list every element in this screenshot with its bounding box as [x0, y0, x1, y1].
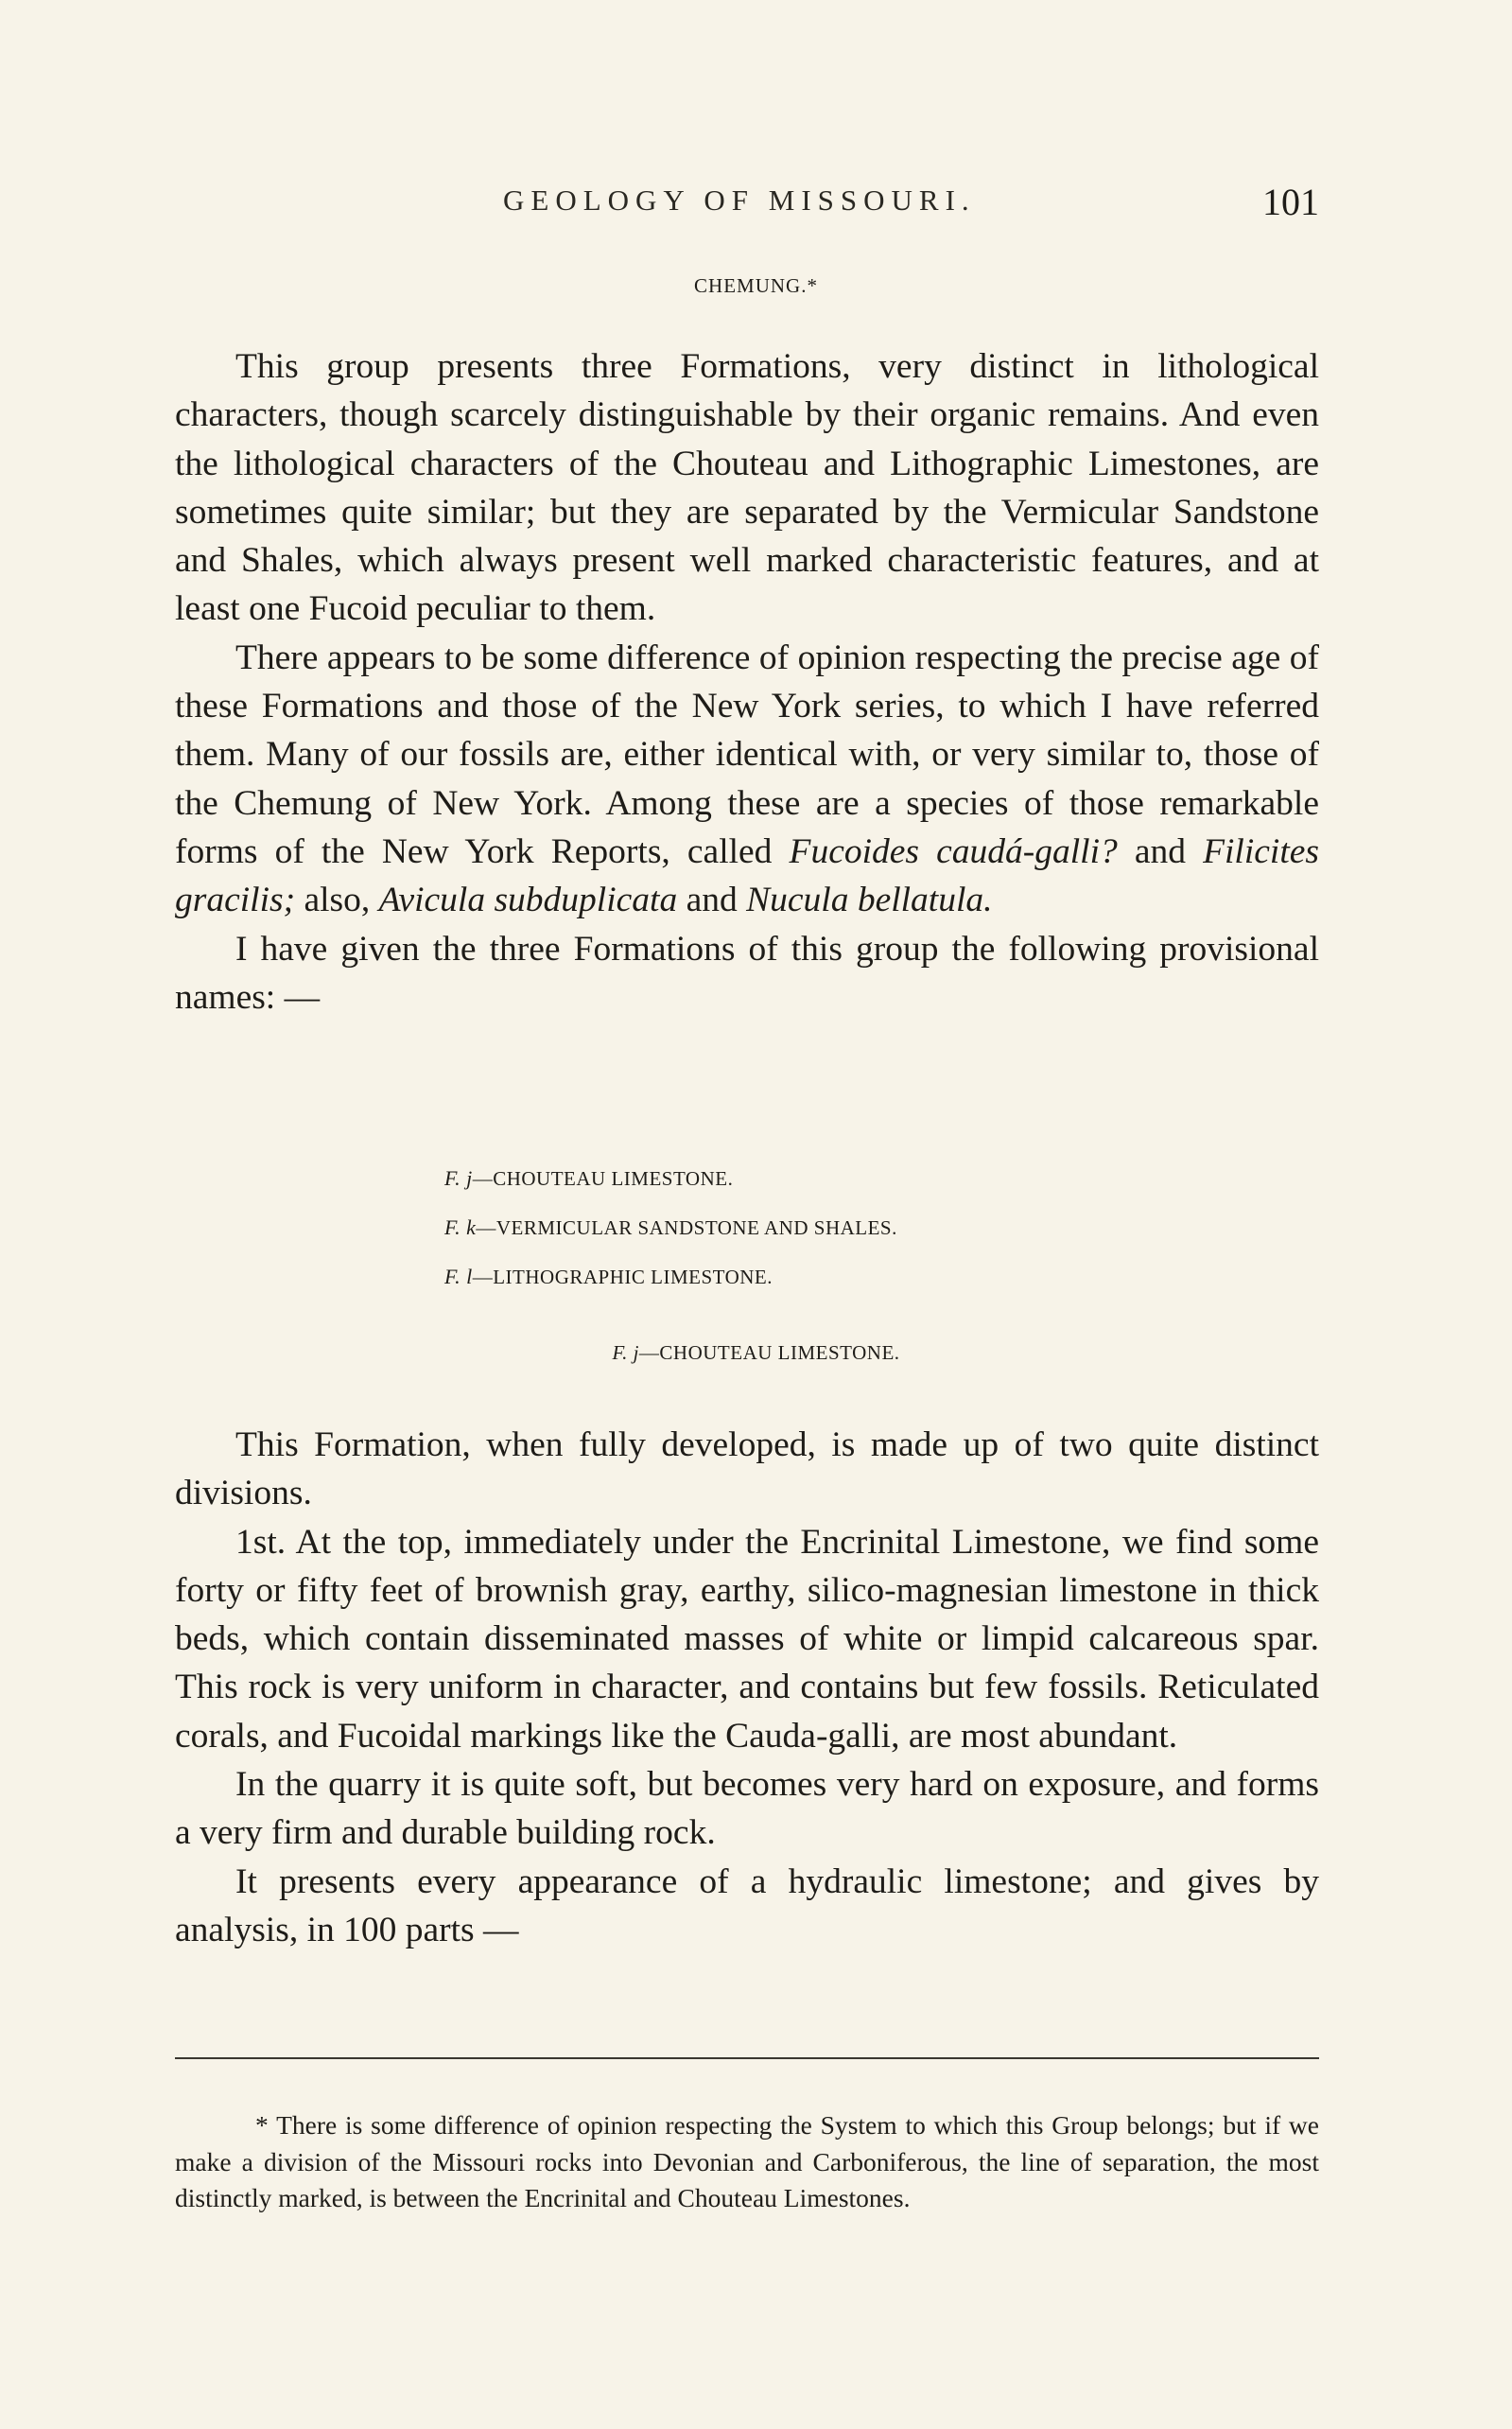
intro-p2-text-2: and [1117, 831, 1204, 871]
intro-p2-text-4: and [677, 881, 747, 920]
formation-item-k [444, 1203, 1201, 1252]
formation-code: F. k [444, 1215, 477, 1239]
intro-p2-text-1: There appears to be some difference of opinion respecting the precise age of these Formations and those of the New York series, to which I have referred them. Many of our fossils are, either identical with, or very similar to, those of the Chemung of New York. Among these are a species of those remarkable forms of the New York Reports, called [175, 638, 1319, 871]
intro-paragraph-3: I have given the three Formations of this group the following provisional names: — [175, 929, 1319, 1017]
body-paragraph-2: 1st. At the top, immediately under the Encrinital Limestone, we find some forty or fifty feet of brownish gray, earthy, silico-magnesian limestone in thick beds, which contain disseminated masses of white or limpid calcareous spar. This rock is very uniform in character, and contains but few fossils. Reticulated corals, and Fucoidal markings like the Cauda-galli, are most abundant. [175, 1522, 1319, 1756]
subsection-title [0, 1341, 1512, 1365]
body-text [175, 1421, 1319, 1954]
intro-paragraph-1: This group presents three Formations, very distinct in lithological characters, though scarcely distinguishable by their organic remains. And even the lithological characters of the Chouteau and Lithographic Limestones, are sometimes quite similar; but they are separated by the Vermicular Sandstone and Shales, which always present well marked characteristic features, and at least one Fucoid peculiar to them. [175, 347, 1319, 629]
footnote-text: * There is some difference of opinion respecting the System to which this Group belongs; but if we make a division of the Missouri rocks into Devonian and Carboniferous, the line of separation, the most distinctly marked, is between the Encrinital and Chouteau Limestones. [175, 2110, 1319, 2212]
body-paragraph-4: It presents every appearance of a hydraulic limestone; and gives by analysis, in 100 parts — [175, 1861, 1319, 1949]
running-head [170, 180, 1319, 227]
species-nucula: Nucula bellatula. [746, 881, 993, 920]
formation-code: F. j [444, 1166, 473, 1190]
formation-list [444, 1154, 1201, 1302]
footnote [175, 2107, 1319, 2217]
footnote-divider [175, 2057, 1319, 2059]
subsection-name: —CHOUTEAU LIMESTONE. [638, 1341, 900, 1364]
species-filicites: Filicites gracilis; [175, 831, 1319, 920]
section-title: CHEMUNG.* [694, 274, 818, 297]
body-paragraph-1: This Formation, when fully developed, is made up of two quite distinct divisions. [175, 1425, 1319, 1513]
formation-name: —LITHOGRAPHIC LIMESTONE. [472, 1266, 773, 1288]
formation-name: —VERMICULAR SANDSTONE AND SHALES. [476, 1216, 897, 1239]
formation-item-j [444, 1154, 1201, 1203]
intro-text [175, 342, 1319, 1022]
page-number: 101 [1262, 181, 1319, 223]
subsection-code: F. j [612, 1341, 639, 1364]
formation-code: F. l [444, 1265, 473, 1288]
formation-item-l [444, 1252, 1201, 1302]
intro-paragraph-2 [175, 634, 1319, 925]
formation-name: —CHOUTEAU LIMESTONE. [472, 1167, 734, 1190]
species-avicula: Avicula subduplicata [378, 881, 678, 920]
species-fucoides: Fucoides caudá-galli? [789, 831, 1118, 871]
running-title: GEOLOGY OF MISSOURI. [503, 183, 976, 217]
body-paragraph-3: In the quarry it is quite soft, but becomes very hard on exposure, and forms a very firm and durable building rock. [175, 1765, 1319, 1853]
intro-p2-text-3: also, [295, 881, 379, 920]
